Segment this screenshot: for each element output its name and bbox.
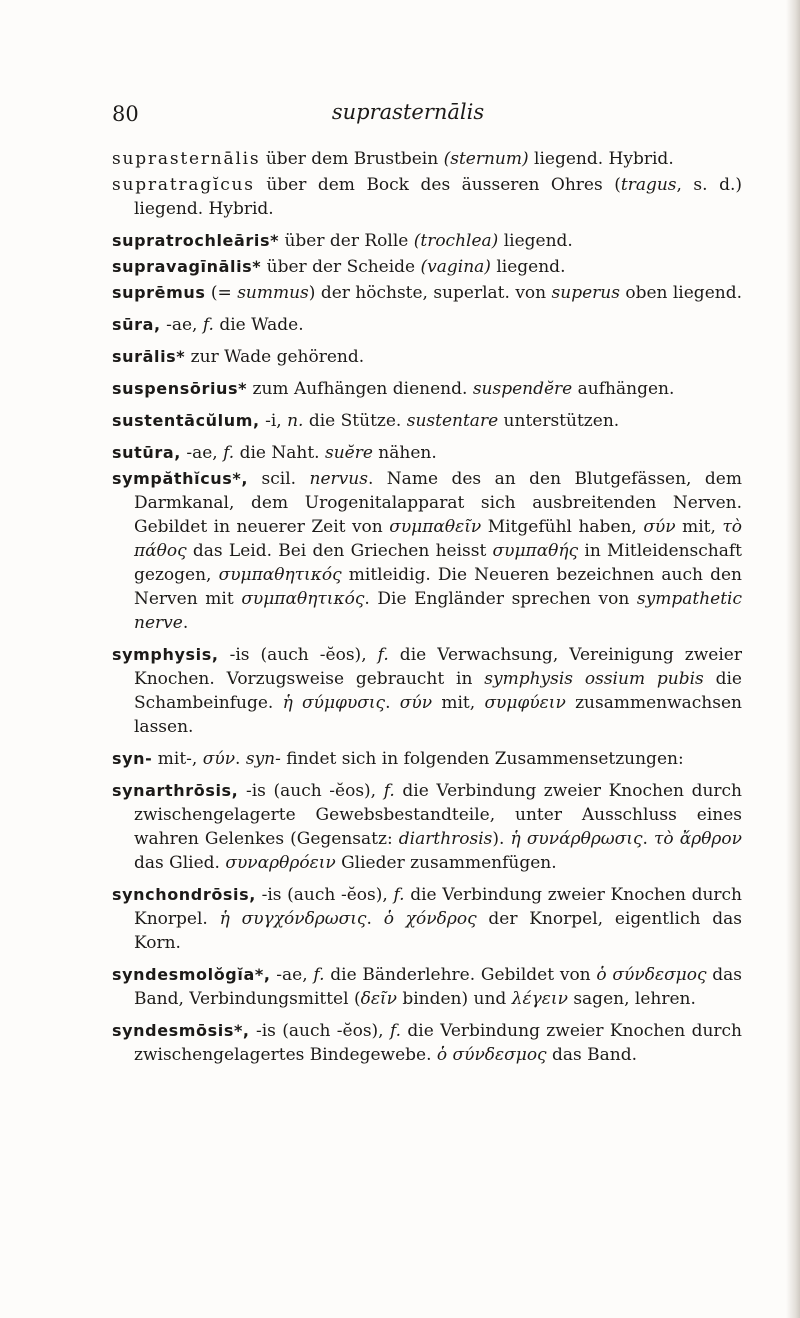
dictionary-entry [112,747,742,771]
entry-text: , s. d.) liegend. Hybrid. [134,175,742,219]
entry-greek-term: λέγειν [511,989,568,1009]
entry-text: mit, [432,693,485,713]
entry-text: der Knorpel, eigentlich das Korn. [134,909,742,953]
entry-italic-term: nervus [309,469,368,489]
entry-text: -ae, [180,443,224,463]
entry-text: . [182,613,189,633]
entry-text: die Naht. [234,443,325,463]
entry-text: liegend. [498,231,573,251]
entry-headword: sutūra, [112,443,181,462]
entry-headword: supravagīnālis* [112,257,262,276]
dictionary-entry [112,1019,742,1067]
running-head: suprasternālis [331,100,485,124]
entry-greek-term: ὁ σύνδεσμος [596,965,707,985]
entry-text: liegend. [490,257,566,277]
entry-italic-term: f. [377,645,389,665]
entry-italic-term: f. [393,885,405,905]
entry-headword: syndesmolŏgĭa*, [112,965,271,984]
entry-headword: suprasternālis [112,149,261,169]
entry-headword: syndesmōsis*, [112,1021,250,1040]
dictionary-entry [112,147,742,171]
entry-text: über dem Brustbein [260,149,444,169]
entry-italic-term: superus [551,283,620,303]
entry-text: die Verwachsung, Vereinigung zweier Knochen. Vorzugsweise gebraucht in [134,645,742,689]
entry-text: -i, [259,411,288,431]
entry-text: Mitgefühl haben, [481,517,644,537]
entry-italic-term: f. [313,965,325,985]
dictionary-entries [112,147,742,1075]
dictionary-entry [112,963,742,1011]
dictionary-entry [112,345,742,369]
dictionary-entry [112,313,742,337]
entry-text: mit, [675,517,723,537]
entry-text: sagen, lehren. [567,989,696,1009]
entry-text: mit-, [152,749,203,769]
dictionary-entry [112,229,742,253]
entry-greek-term: συμπαθής [492,541,579,561]
entry-italic-term: f. [389,1021,402,1041]
entry-text: . Name des an den Blutgefässen, dem Darmkanal, dem Urogenitalapparat sich ausbreitenden Nerven. Gebildet in neuerer Zeit von [134,469,742,537]
entry-text: mitleidig. Die Neueren bezeichnen auch den Nerven mit [134,565,742,609]
entry-greek-term: τὸ πάθος [134,517,742,561]
entry-text: zusammenwachsen lassen. [134,693,742,737]
entry-italic-term: n. [287,411,304,431]
entry-text: -ae, [270,965,314,985]
entry-headword: suprēmus [112,283,206,302]
entry-headword: synchondrōsis, [112,885,256,904]
entry-greek-term: σύν [399,693,433,713]
page-edge-shadow [786,0,800,1318]
entry-italic-term: sympathetic nerve [134,589,742,633]
entry-text: in Mitleidenschaft gezogen, [134,541,742,585]
entry-headword: sympăthĭcus*, [112,469,249,488]
dictionary-entry [112,779,742,875]
entry-text: -is (auch -ĕos), [238,781,384,801]
entry-text: zur Wade gehörend. [185,347,365,367]
dictionary-entry [112,883,742,955]
entry-italic-term: tragus [620,175,677,195]
entry-headword: supratragĭcus [112,175,255,195]
entry-text: nähen. [372,443,437,463]
entry-text: Glieder zusammenfügen. [335,853,557,873]
dictionary-entry [112,173,742,221]
entry-text: (= [205,283,238,303]
entry-text: die Stütze. [303,411,407,431]
entry-text: . [385,693,400,713]
entry-italic-term: symphysis ossium pubis [484,669,704,689]
dictionary-entry [112,643,742,739]
entry-text: das Band. [546,1045,637,1065]
entry-italic-term: sustentare [406,411,499,431]
entry-text: die Wade. [213,315,304,335]
dictionary-entry [112,441,742,465]
entry-text: die Bänderlehre. Gebildet von [324,965,597,985]
entry-text: oben liegend. [619,283,742,303]
entry-italic-term: diarthrosis [398,829,493,849]
entry-text: das Glied. [134,853,226,873]
entry-text: die Verbindung zweier Knochen durch Knorpel. [134,885,742,929]
dictionary-entry [112,467,742,635]
entry-italic-term: (sternum) [443,149,529,169]
entry-italic-term: suĕre [324,443,373,463]
entry-text: findet sich in folgenden Zusammensetzungen: [280,749,684,769]
dictionary-entry [112,377,742,401]
entry-italic-term: suspendĕre [472,379,573,399]
page-number: 80 [112,102,139,126]
entry-greek-term: σύν [202,749,236,769]
entry-headword: supratrochleāris* [112,231,280,250]
entry-text: scil. [248,469,310,489]
entry-greek-term: συμφύειν [484,693,566,713]
entry-text: aufhängen. [572,379,675,399]
entry-text: ) der höchste, superlat. von [308,283,552,303]
entry-greek-term: ἡ συγχόνδρωσις [219,909,367,929]
entry-text: binden) und [396,989,512,1009]
entry-italic-term: (trochlea) [413,231,499,251]
page-header [98,100,718,130]
entry-greek-term: δεῖν [360,989,397,1009]
entry-text: -is (auch -ĕos), [218,645,378,665]
entry-greek-term: ἡ συνάρθρωσις [510,829,643,849]
entry-text: über dem Bock des äusseren Ohres ( [254,175,621,195]
entry-greek-term: ὁ χόνδρος [383,909,477,929]
entry-text: . [642,829,654,849]
entry-text: unterstützen. [498,411,620,431]
entry-text: über der Scheide [261,257,421,277]
entry-text: . Die Engländer sprechen von [364,589,637,609]
entry-text: ). [492,829,511,849]
entry-headword: synarthrōsis, [112,781,239,800]
entry-text: -is (auch -ĕos), [255,885,394,905]
entry-text: . [366,909,384,929]
entry-greek-term: τὸ ἄρθρον [653,829,742,849]
entry-text: liegend. Hybrid. [528,149,674,169]
entry-headword: sustentācŭlum, [112,411,260,430]
entry-text: zum Aufhängen dienend. [247,379,473,399]
entry-greek-term: ἡ σύμφυσις [282,693,386,713]
entry-headword: surālis* [112,347,186,366]
entry-headword: syn- [112,749,153,768]
entry-headword: symphysis, [112,645,219,664]
entry-greek-term: συμπαθητικός [218,565,342,585]
entry-text: die Verbindung zweier Knochen durch zwischengelagertes Bindegewebe. [134,1021,742,1065]
dictionary-entry [112,281,742,305]
entry-text: das Band, Verbindungsmittel ( [134,965,743,1009]
entry-italic-term: summus [237,283,309,303]
entry-greek-term: σύν [643,517,676,537]
entry-italic-term: f. [223,443,235,463]
entry-text: die Verbindung zweier Knochen durch zwischengelagerte Gewebsbestandteile, unter Ausschluss eines wahren Gelenkes (Gegensatz: [134,781,742,849]
entry-greek-term: ὁ σύνδεσμος [436,1045,547,1065]
entry-greek-term: συμπαθητικός [241,589,365,609]
entry-headword: sūra, [112,315,161,334]
entry-text: -ae, [160,315,203,335]
entry-text: über der Rolle [279,231,414,251]
entry-italic-term: syn- [245,749,281,769]
entry-italic-term: (vagina) [420,257,491,277]
entry-text: das Leid. Bei den Griechen heisst [186,541,493,561]
dictionary-entry [112,409,742,433]
entry-italic-term: f. [202,315,214,335]
entry-greek-term: συναρθρόειν [225,853,336,873]
entry-text: die Schambeinfuge. [134,669,742,713]
entry-italic-term: f. [383,781,395,801]
dictionary-entry [112,255,742,279]
entry-greek-term: συμπαθεῖν [389,517,482,537]
entry-text: . [235,749,246,769]
entry-text: -is (auch -ĕos), [249,1021,390,1041]
entry-headword: suspensōrius* [112,379,248,398]
